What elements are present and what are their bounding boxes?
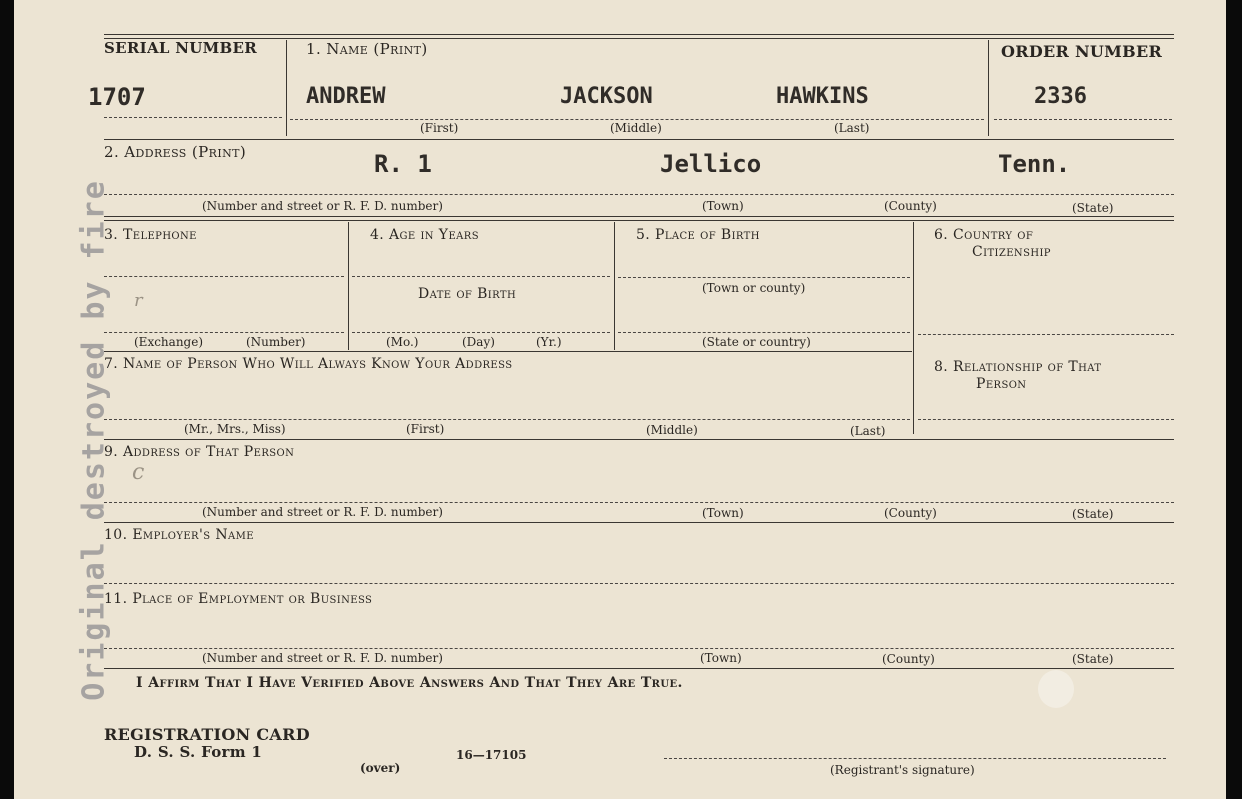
employer-label: 10. Employer's Name — [104, 527, 254, 543]
name-first: ANDREW — [306, 84, 386, 109]
address-state: Tenn. — [998, 150, 1071, 178]
name-first-caption: (First) — [420, 121, 459, 135]
handwritten-mark: c — [132, 460, 145, 485]
address-street: R. 1 — [374, 150, 432, 178]
contact-last-caption: (Last) — [850, 424, 886, 438]
address-label: 2. Address (Print) — [104, 143, 247, 161]
contact-first-caption: (First) — [406, 422, 445, 436]
order-value: 2336 — [1034, 84, 1087, 109]
contact-address-state-caption: (State) — [1072, 507, 1114, 521]
contact-address-label: 9. Address of That Person — [104, 444, 295, 460]
name-last-caption: (Last) — [834, 121, 870, 135]
contact-person-label: 7. Name of Person Who Will Always Know Your Address — [104, 356, 513, 372]
serial-label: SERIAL NUMBER — [104, 39, 258, 57]
registration-card — [14, 0, 1226, 799]
footer-code: 16—17105 — [456, 748, 527, 762]
birthplace-town-caption: (Town or county) — [702, 281, 806, 295]
affirmation-text: I Affirm That I Have Verified Above Answers And That They Are True. — [136, 675, 683, 691]
footer-form: D. S. S. Form 1 — [134, 743, 263, 761]
col-divider-a — [348, 222, 349, 350]
footer-over: (over) — [360, 761, 401, 775]
citizenship-label-1: 6. Country of — [934, 227, 1034, 243]
row-divider-6 — [104, 668, 1174, 669]
employment-place-label: 11. Place of Employment or Business — [104, 591, 373, 607]
birthplace-line-1 — [618, 277, 910, 278]
contact-address-street-caption: (Number and street or R. F. D. number) — [202, 505, 443, 519]
contact-middle-caption: (Middle) — [646, 423, 698, 437]
age-label: 4. Age in Years — [370, 227, 479, 243]
handwritten-mark: r — [134, 290, 143, 311]
employment-town-caption: (Town) — [700, 651, 742, 665]
dob-year: (Yr.) — [536, 335, 562, 349]
birthplace-label: 5. Place of Birth — [636, 227, 760, 243]
citizenship-label-2: Citizenship — [972, 244, 1051, 260]
dob-day: (Day) — [462, 335, 495, 349]
employment-place-line — [104, 648, 1174, 649]
footer-title: REGISTRATION CARD — [104, 725, 310, 744]
row-divider-4 — [104, 439, 1174, 440]
address-state-caption: (State) — [1072, 201, 1114, 215]
employer-line — [104, 583, 1174, 584]
address-town-caption: (Town) — [702, 199, 744, 213]
serial-divider — [286, 40, 287, 136]
row-divider-1 — [104, 139, 1174, 140]
address-county-caption: (County) — [884, 199, 937, 213]
serial-value: 1707 — [88, 83, 146, 111]
name-middle-caption: (Middle) — [610, 121, 662, 135]
col-divider-b — [614, 222, 615, 350]
address-line — [104, 194, 1174, 195]
contact-mr-caption: (Mr., Mrs., Miss) — [184, 422, 286, 436]
contact-address-town-caption: (Town) — [702, 506, 744, 520]
order-label: ORDER NUMBER — [1001, 42, 1163, 61]
order-divider — [988, 40, 989, 136]
destroyed-stamp: Original destroyed by fire — [76, 179, 112, 701]
name-label: 1. Name (Print) — [306, 40, 428, 58]
birthplace-line-2 — [618, 332, 910, 333]
birthplace-state-caption: (State or country) — [702, 335, 811, 349]
contact-address-line — [104, 502, 1174, 503]
employment-state-caption: (State) — [1072, 652, 1114, 666]
relationship-label-1: 8. Relationship of That — [934, 359, 1102, 375]
order-line — [994, 119, 1172, 120]
dob-line — [352, 332, 610, 333]
top-border — [104, 34, 1174, 39]
serial-line — [104, 117, 282, 118]
paper-smudge — [1038, 670, 1074, 708]
telephone-number: (Number) — [246, 335, 306, 349]
citizenship-line — [918, 334, 1174, 335]
row-divider-2 — [104, 216, 1174, 221]
row-divider-5 — [104, 522, 1174, 523]
telephone-label: 3. Telephone — [104, 227, 197, 243]
relationship-line — [918, 419, 1174, 420]
dob-label: Date of Birth — [418, 286, 517, 302]
telephone-exchange: (Exchange) — [134, 335, 204, 349]
relationship-label-2: Person — [976, 376, 1027, 392]
address-street-caption: (Number and street or R. F. D. number) — [202, 199, 443, 213]
address-town: Jellico — [660, 150, 762, 178]
name-last: HAWKINS — [776, 84, 869, 109]
signature-line — [664, 758, 1166, 759]
signature-caption: (Registrant's signature) — [830, 763, 975, 777]
age-line — [352, 276, 610, 277]
name-line — [290, 119, 984, 120]
telephone-line-1 — [104, 276, 344, 277]
employment-street-caption: (Number and street or R. F. D. number) — [202, 651, 443, 665]
contact-address-county-caption: (County) — [884, 506, 937, 520]
name-middle: JACKSON — [560, 84, 653, 109]
dob-month: (Mo.) — [386, 335, 419, 349]
col-divider-c — [913, 222, 914, 434]
employment-county-caption: (County) — [882, 652, 935, 666]
telephone-line-2 — [104, 332, 344, 333]
contact-person-line — [104, 419, 910, 420]
row-divider-3 — [104, 351, 912, 352]
